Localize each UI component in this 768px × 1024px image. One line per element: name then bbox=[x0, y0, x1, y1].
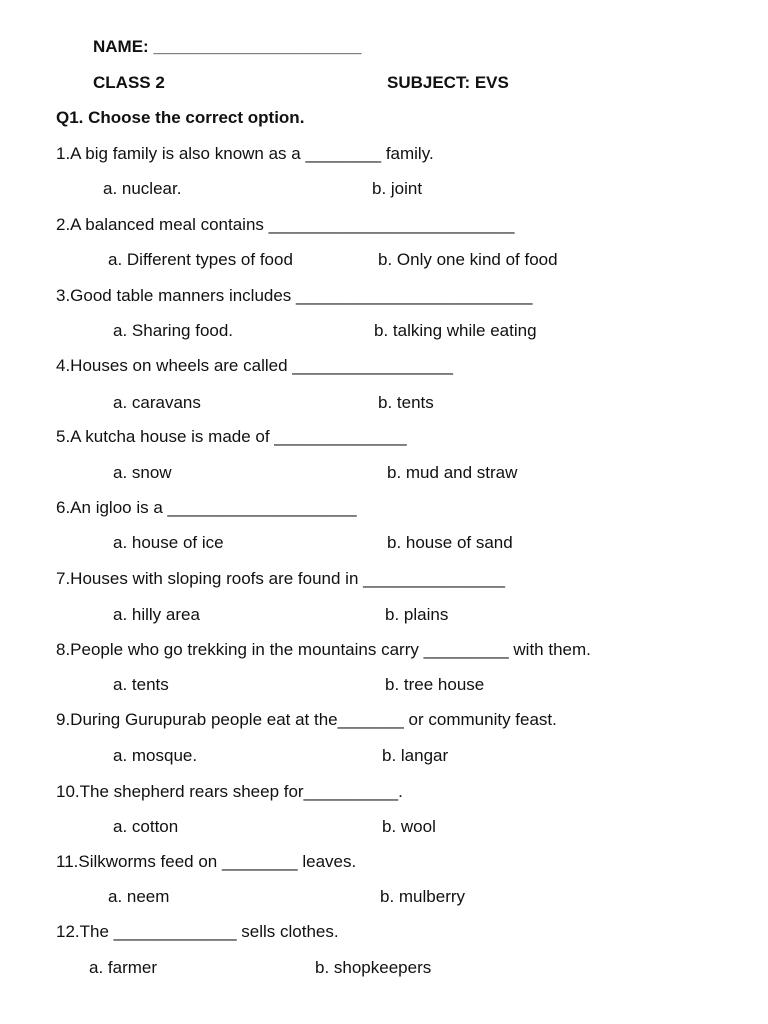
question-text: 5.A kutcha house is made of ______________ bbox=[56, 427, 407, 446]
option-b: b. Only one kind of food bbox=[378, 250, 558, 269]
class-label: CLASS 2 bbox=[93, 73, 165, 92]
option-b: b. mulberry bbox=[380, 887, 466, 906]
question-text: 4.Houses on wheels are called _________________ bbox=[56, 356, 453, 375]
question-text: 2.A balanced meal contains __________________________ bbox=[56, 215, 515, 234]
section-heading: Q1. Choose the correct option. bbox=[56, 108, 305, 127]
option-a: a. caravans bbox=[113, 393, 201, 412]
option-b: b. plains bbox=[385, 605, 449, 624]
question-text: 3.Good table manners includes _________________________ bbox=[56, 286, 533, 305]
name-field-label: NAME: ______________________ bbox=[93, 37, 362, 56]
question-text: 9.During Gurupurab people eat at the_______ or community feast. bbox=[56, 710, 557, 729]
option-b: b. wool bbox=[382, 817, 436, 836]
question-text: 12.The _____________ sells clothes. bbox=[56, 922, 339, 941]
option-b: b. talking while eating bbox=[374, 321, 537, 340]
option-b: b. house of sand bbox=[387, 533, 513, 552]
question-text: 7.Houses with sloping roofs are found in _______________ bbox=[56, 569, 505, 588]
question-text: 1.A big family is also known as a ________ family. bbox=[56, 144, 434, 163]
option-a: a. tents bbox=[113, 675, 169, 694]
option-b: b. langar bbox=[382, 746, 449, 765]
option-a: a. neem bbox=[108, 887, 170, 906]
subject-label: SUBJECT: EVS bbox=[387, 73, 509, 92]
option-a: a. Sharing food. bbox=[113, 321, 234, 340]
option-a: a. Different types of food bbox=[108, 250, 293, 269]
option-a: a. farmer bbox=[89, 958, 158, 977]
option-a: a. snow bbox=[113, 463, 172, 482]
option-b: b. shopkeepers bbox=[315, 958, 432, 977]
option-a: a. house of ice bbox=[113, 533, 224, 552]
option-b: b. tree house bbox=[385, 675, 485, 694]
option-b: b. mud and straw bbox=[387, 463, 518, 482]
option-a: a. nuclear. bbox=[103, 179, 182, 198]
option-b: b. joint bbox=[372, 179, 423, 198]
option-b: b. tents bbox=[378, 393, 434, 412]
option-a: a. mosque. bbox=[113, 746, 198, 765]
question-text: 8.People who go trekking in the mountains carry _________ with them. bbox=[56, 640, 591, 659]
question-text: 6.An igloo is a ____________________ bbox=[56, 498, 357, 517]
question-text: 10.The shepherd rears sheep for__________. bbox=[56, 782, 403, 801]
question-text: 11.Silkworms feed on ________ leaves. bbox=[56, 852, 357, 871]
option-a: a. cotton bbox=[113, 817, 179, 836]
option-a: a. hilly area bbox=[113, 605, 200, 624]
